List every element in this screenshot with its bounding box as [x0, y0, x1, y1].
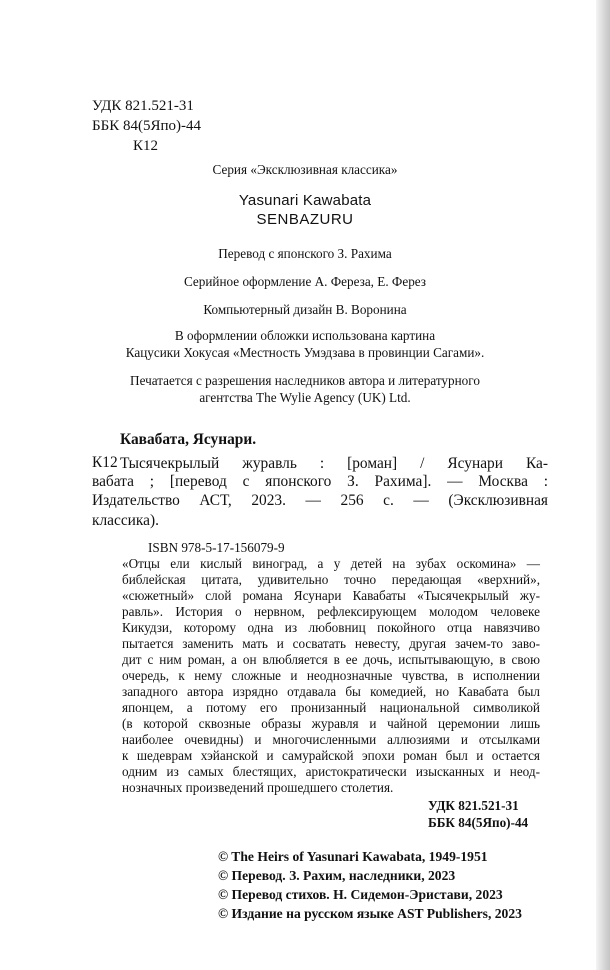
page-edge-shadow: [596, 0, 610, 970]
annotation-line: пытается заменить мать и сосватать невесту, другая зачем-то заво-: [122, 636, 540, 651]
annotation-line: Кикудзи, которому одна из любовниц покойного отца навязчиво: [122, 620, 540, 635]
copyright-line: © The Heirs of Yasunari Kawabata, 1949-1951: [218, 849, 488, 864]
original-author: Yasunari Kawabata: [238, 192, 372, 209]
annotation: [122, 556, 540, 796]
annotation-line: равль». История о нервном, рефлексирующем молодом человеке: [122, 604, 540, 619]
permission-line-2: агентства The Wylie Agency (UK) Ltd.: [199, 390, 411, 405]
bibliographic-line: вабата ; [перевод с японского З. Рахима]. — Москва :: [92, 473, 548, 490]
annotation-line: западного автора изрядно отдавала бы комедией, но Кавабата был: [122, 684, 540, 699]
annotation-line: очередь, к нему сложные и неоднозначные чувства, в исполнении: [122, 668, 540, 683]
annotation-line: одним из самых блестящих, аристократически изысканных и неод-: [122, 764, 540, 779]
copyright-line: © Перевод стихов. Н. Сидемон-Эристави, 2023: [218, 887, 503, 902]
annotation-line: «сюжетный» слой романа Ясунари Кавабаты «Тысячекрылый жу-: [122, 588, 540, 603]
annotation-line: к шедеврам хэйанской и самурайской эпохи роман был и остается: [122, 748, 540, 763]
permission-line-1: Печатается с разрешения наследников автора и литературного: [130, 373, 480, 388]
annotation-line: наиболее очевидны) и многочисленными аллюзиями и отсылками: [122, 732, 540, 747]
footer-udk: УДК 821.521-31: [428, 798, 519, 813]
footer-bbk: ББК 84(5Япо)-44: [428, 815, 529, 830]
bibliographic-line: Издательство АСТ, 2023. — 256 с. — (Эксклюзивная: [92, 492, 548, 509]
translation-credit: Перевод с японского З. Рахима: [218, 246, 392, 261]
bibliographic-sign: К12: [92, 454, 118, 471]
annotation-line: «Отцы ели кислый виноград, а у детей на зубах оскомина» —: [122, 556, 540, 571]
bibliographic-line: классика).: [92, 512, 159, 529]
computer-design-credit: Компьютерный дизайн В. Воронина: [203, 302, 407, 317]
annotation-line: дит с ним роман, а он влюбляется в ее дочь, испытывающую, в свою: [122, 652, 540, 667]
bibliographic-heading: Кавабата, Ясунари.: [120, 431, 257, 448]
copyright-block: [218, 849, 522, 925]
udk-code: УДК 821.521-31: [92, 98, 194, 114]
series-line: Серия «Эксклюзивная классика»: [212, 162, 398, 177]
annotation-line: (в которой сквозные образы журавля и чайной церемонии лишь: [122, 716, 540, 731]
cover-art-line-1: В оформлении обложки использована картина: [174, 328, 436, 343]
bibliographic-line: Тысячекрылый журавль : [роман] / Ясунари Ка-: [120, 455, 548, 472]
annotation-line: японцем, а потому его пронизанный национальной символикой: [122, 700, 540, 715]
original-title: SENBAZURU: [256, 211, 354, 228]
isbn: ISBN 978-5-17-156079-9: [148, 540, 285, 555]
author-sign: К12: [133, 138, 159, 154]
annotation-line: нозначных произведений прошедшего столетия.: [122, 780, 394, 795]
cover-art-line-2: Кацусики Хокусая «Местность Умэдзава в провинции Сагами».: [125, 345, 485, 360]
annotation-line: библейская цитата, удивительно точно передающая «верхний»,: [122, 572, 540, 587]
bbk-code: ББК 84(5Япо)-44: [92, 118, 201, 134]
series-design-credit: Серийное оформление А. Фереза, Е. Ферез: [183, 274, 427, 289]
copyright-line: © Перевод. З. Рахим, наследники, 2023: [218, 868, 456, 883]
copyright-line: © Издание на русском языке AST Publishers, 2023: [218, 906, 522, 921]
